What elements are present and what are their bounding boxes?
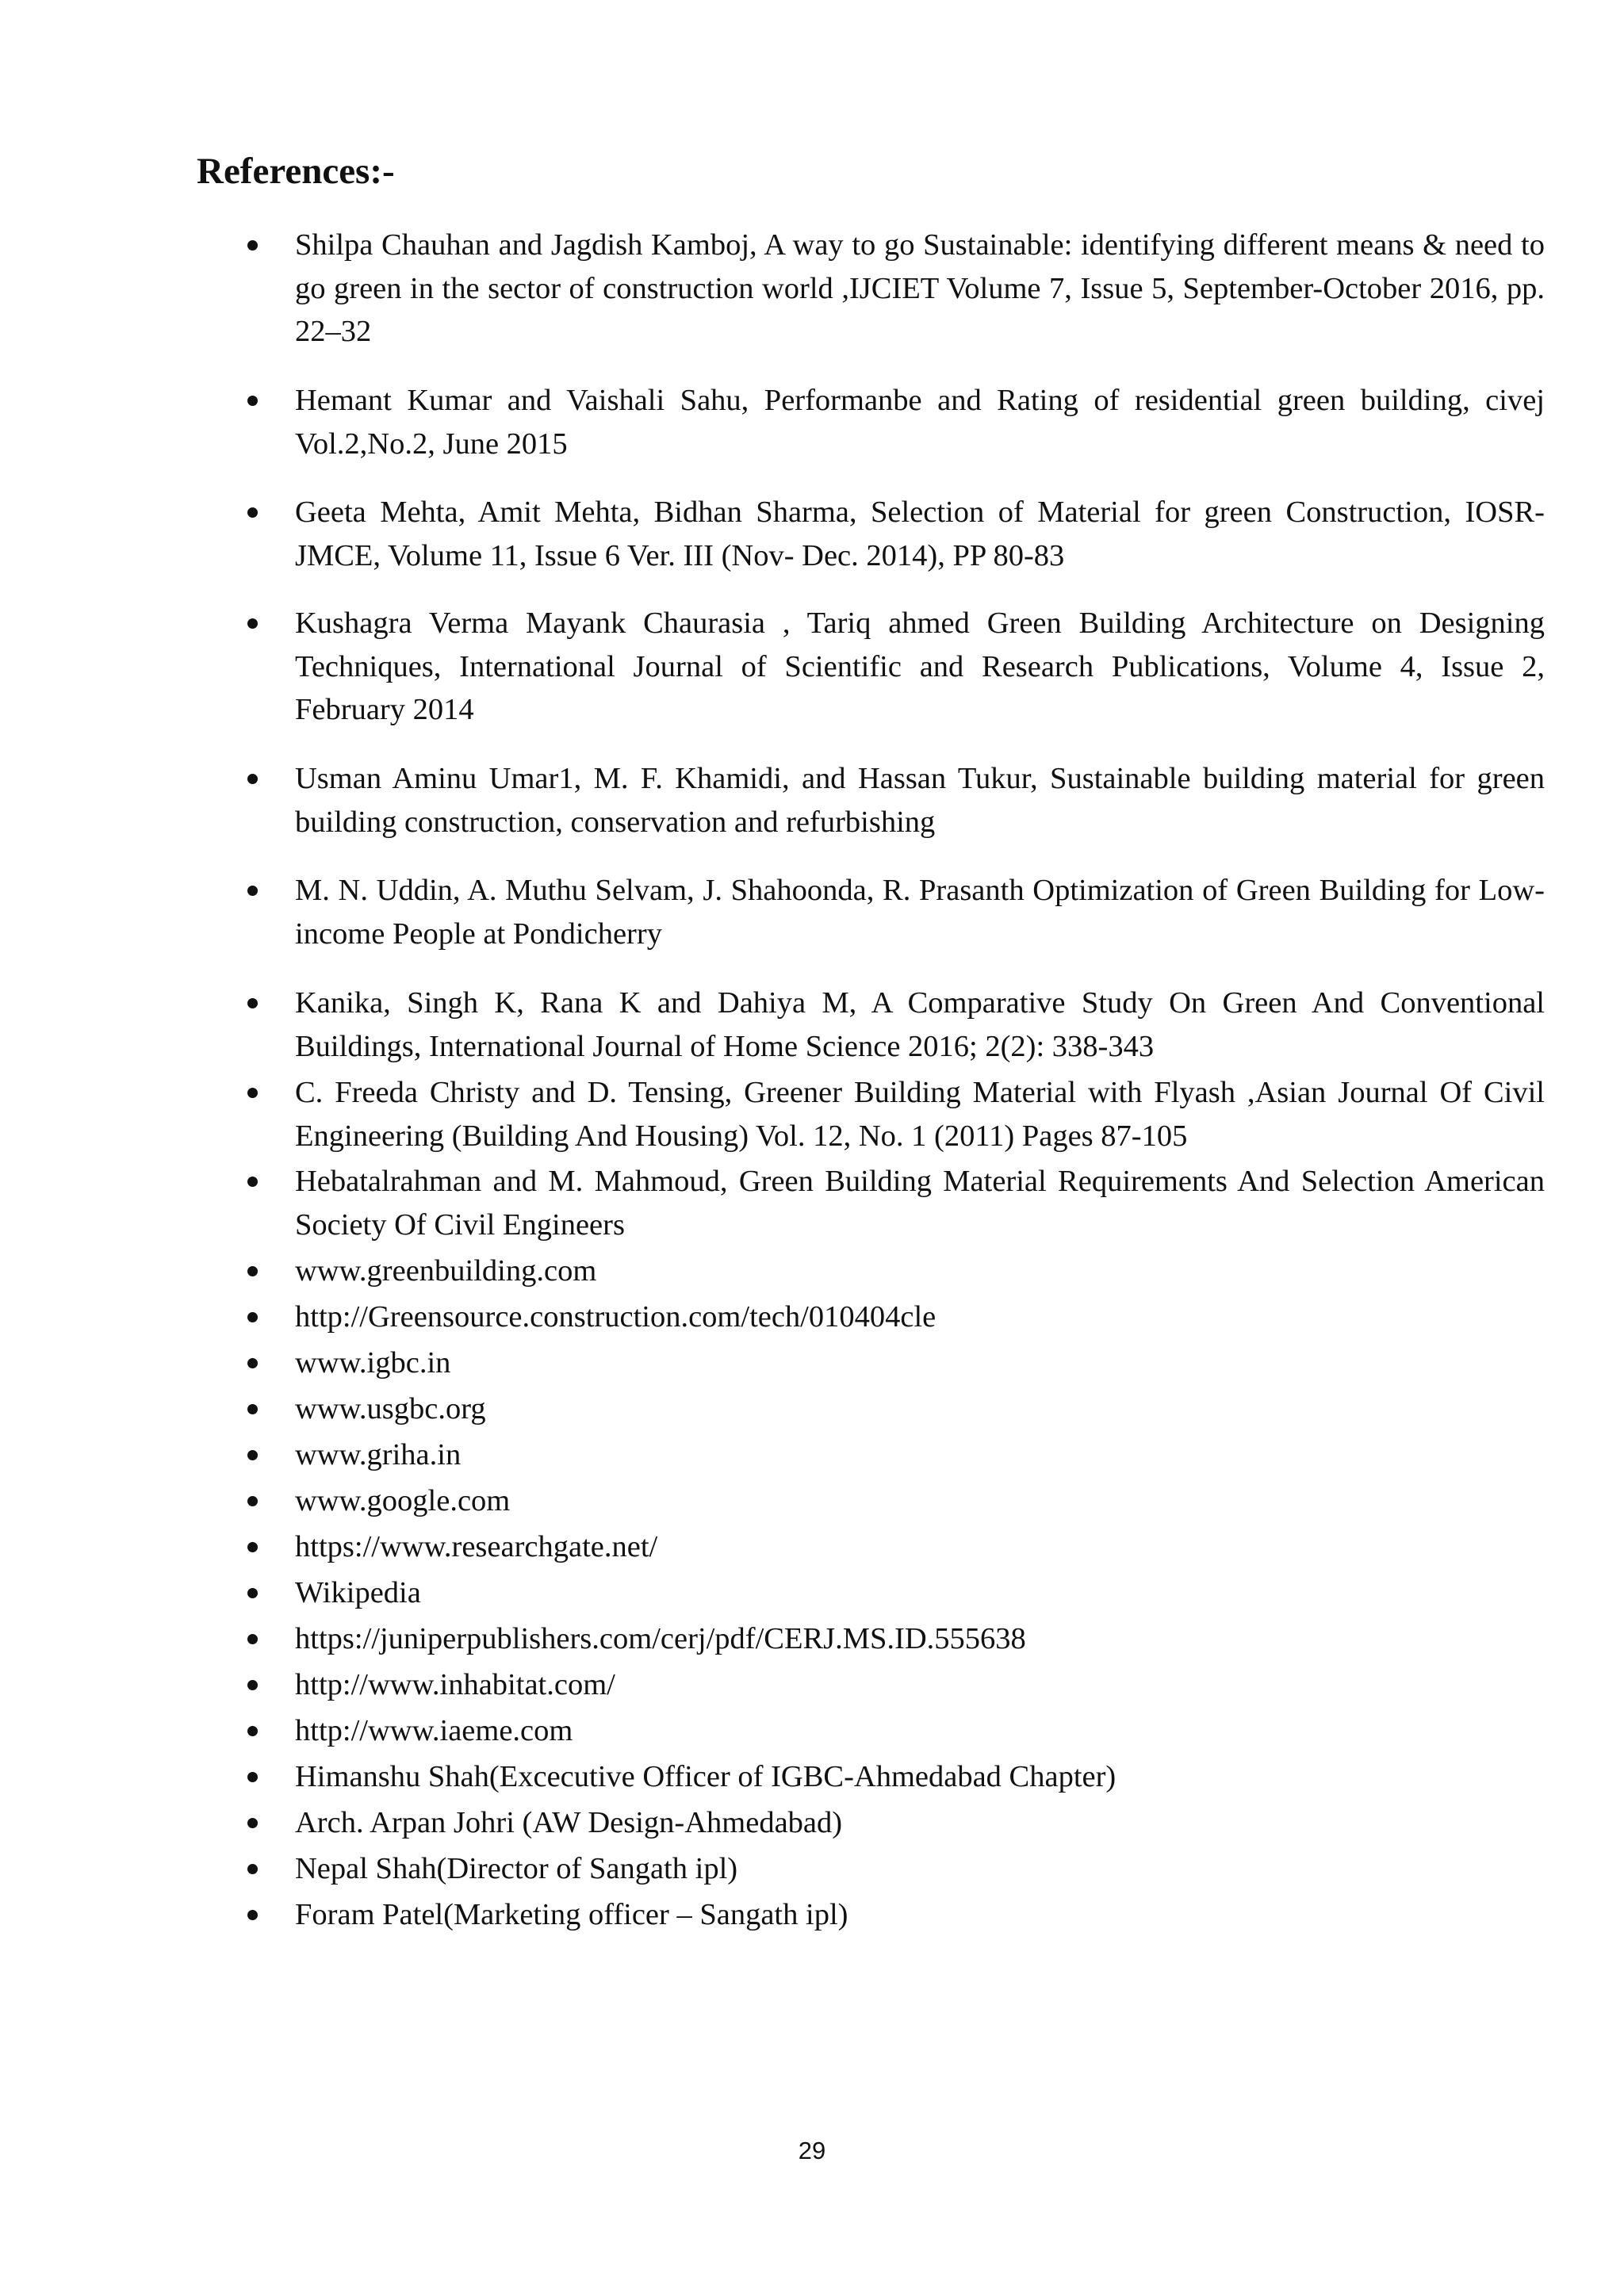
reference-item <box>295 1801 1545 1845</box>
reference-item <box>295 982 1545 1068</box>
reference-item <box>295 1571 1545 1615</box>
reference-text: Wikipedia <box>295 1576 421 1609</box>
reference-item <box>295 1663 1545 1707</box>
bullet-icon <box>247 1910 258 1920</box>
reference-text: www.griha.in <box>295 1438 462 1471</box>
reference-item <box>295 1249 1545 1293</box>
reference-item <box>295 1071 1545 1158</box>
bullet-icon <box>247 618 258 629</box>
reference-text: http://www.inhabitat.com/ <box>295 1668 615 1701</box>
reference-text: C. Freeda Christy and D. Tensing, Greener Building Material with Flyash ,Asian Journal Of Civil Engineering (Building And Housing) Vol. 12, No. 1 (2011) Pages 87-105 <box>295 1076 1545 1153</box>
bullet-icon <box>247 1088 258 1098</box>
reference-item <box>295 1295 1545 1339</box>
reference-item <box>295 1709 1545 1753</box>
page-number: 29 <box>798 2137 826 2164</box>
bullet-icon <box>247 1312 258 1322</box>
bullet-icon <box>247 774 258 784</box>
bullet-icon <box>247 1772 258 1782</box>
reference-item <box>295 379 1545 465</box>
reference-text: https://www.researchgate.net/ <box>295 1530 658 1563</box>
references-heading: References:- <box>197 151 395 192</box>
bullet-icon <box>247 1726 258 1736</box>
reference-item <box>295 491 1545 577</box>
bullet-icon <box>247 1588 258 1598</box>
bullet-icon <box>247 1450 258 1460</box>
bullet-icon <box>247 1496 258 1506</box>
reference-item <box>295 224 1545 354</box>
reference-text: Geeta Mehta, Amit Mehta, Bidhan Sharma, Selection of Material for green Construction, IOSR-JMCE, Volume 11, Issue 6 Ver. III (Nov- Dec. 2014), PP 80-83 <box>295 496 1545 572</box>
reference-item <box>295 757 1545 844</box>
reference-item <box>295 1525 1545 1569</box>
reference-item <box>295 1755 1545 1799</box>
reference-text: Usman Aminu Umar1, M. F. Khamidi, and Hassan Tukur, Sustainable building material for green building construction, conservation and refurbishing <box>295 762 1545 839</box>
bullet-icon <box>247 1266 258 1276</box>
reference-text: Kanika, Singh K, Rana K and Dahiya M, A Comparative Study On Green And Conventional Buildings, International Journal of Home Science 2016; 2(2): 338-343 <box>295 986 1545 1063</box>
reference-text: Arch. Arpan Johri (AW Design-Ahmedabad) <box>295 1806 843 1839</box>
bullet-icon <box>247 1864 258 1874</box>
bullet-icon <box>247 1680 258 1690</box>
bullet-icon <box>247 1542 258 1552</box>
reference-text: http://www.iaeme.com <box>295 1714 573 1747</box>
reference-text: http://Greensource.construction.com/tech/010404cle <box>295 1300 936 1334</box>
reference-text: Hebatalrahman and M. Mahmoud, Green Building Material Requirements And Selection American Society Of Civil Engineers <box>295 1165 1545 1242</box>
bullet-icon <box>247 1358 258 1368</box>
reference-item <box>295 602 1545 732</box>
bullet-icon <box>247 240 258 251</box>
reference-item <box>295 1479 1545 1523</box>
reference-text: www.greenbuilding.com <box>295 1254 597 1288</box>
bullet-icon <box>247 1634 258 1644</box>
reference-item <box>295 869 1545 955</box>
bullet-icon <box>247 886 258 896</box>
reference-text: Himanshu Shah(Excecutive Officer of IGBC-Ahmedabad Chapter) <box>295 1760 1116 1793</box>
reference-text: M. N. Uddin, A. Muthu Selvam, J. Shahoonda, R. Prasanth Optimization of Green Building for Low-income People at Pondicherry <box>295 874 1545 951</box>
reference-text: https://juniperpublishers.com/cerj/pdf/CERJ.MS.ID.555638 <box>295 1622 1026 1655</box>
reference-item <box>295 1341 1545 1385</box>
reference-text: www.igbc.in <box>295 1346 451 1380</box>
reference-text: www.google.com <box>295 1484 511 1517</box>
bullet-icon <box>247 1177 258 1187</box>
reference-item <box>295 1847 1545 1891</box>
bullet-icon <box>247 507 258 518</box>
reference-item <box>295 1617 1545 1661</box>
reference-item <box>295 1433 1545 1477</box>
reference-text: Kushagra Verma Mayank Chaurasia , Tariq ahmed Green Building Architecture on Designing Techniques, International Journal of Scientific and Research Publications, Volume 4, Issue 2, February 2014 <box>295 607 1545 726</box>
bullet-icon <box>247 396 258 406</box>
bullet-icon <box>247 1818 258 1828</box>
bullet-icon <box>247 998 258 1008</box>
reference-item <box>295 1387 1545 1431</box>
reference-text: Foram Patel(Marketing officer – Sangath ipl) <box>295 1898 848 1931</box>
reference-text: Shilpa Chauhan and Jagdish Kamboj, A way to go Sustainable: identifying different means & need to go green in the sector of construction world ,IJCIET Volume 7, Issue 5, September-October 2016, pp. 22–32 <box>295 228 1545 348</box>
reference-text: Nepal Shah(Director of Sangath ipl) <box>295 1852 738 1885</box>
bullet-icon <box>247 1404 258 1414</box>
reference-text: www.usgbc.org <box>295 1392 486 1425</box>
reference-item <box>295 1160 1545 1246</box>
reference-text: Hemant Kumar and Vaishali Sahu, Performanbe and Rating of residential green building, civej Vol.2,No.2, June 2015 <box>295 384 1545 461</box>
reference-item <box>295 1893 1545 1937</box>
